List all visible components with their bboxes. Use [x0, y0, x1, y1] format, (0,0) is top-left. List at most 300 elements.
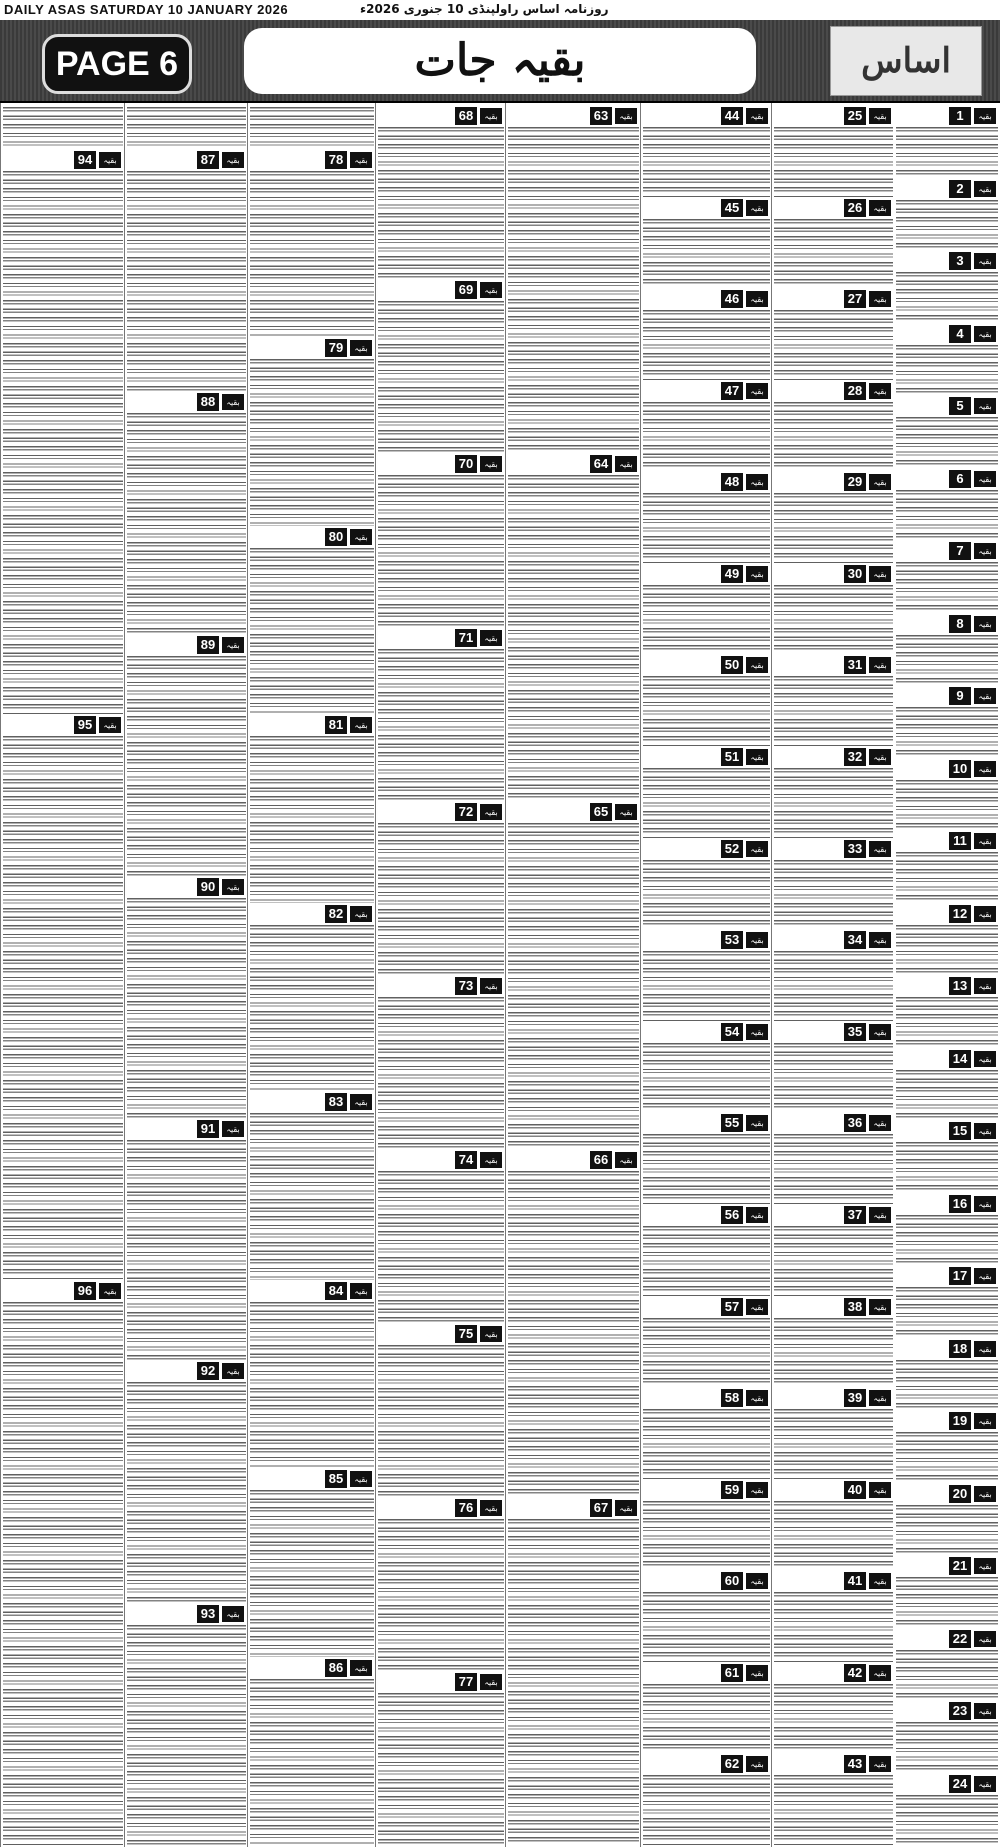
- continuation-item: [125, 393, 248, 635]
- article-text: [643, 1775, 770, 1845]
- article-text: [896, 997, 998, 1048]
- continuation-label: بقیہ: [349, 1282, 373, 1300]
- item-number: 27: [844, 290, 866, 308]
- item-number: 45: [721, 199, 743, 217]
- continuation-label: بقیہ: [868, 107, 892, 125]
- item-number: 8: [949, 615, 971, 633]
- article-text: [643, 1409, 770, 1479]
- continuation-label: بقیہ: [349, 1093, 373, 1111]
- article-text: [250, 1302, 374, 1468]
- article-text: [378, 1519, 504, 1671]
- continuation-marker: [197, 1362, 245, 1380]
- continuation-marker: [949, 905, 997, 923]
- continuation-label: بقیہ: [973, 1485, 997, 1503]
- item-number: 48: [721, 473, 743, 491]
- continuation-marker: [949, 1122, 997, 1140]
- continuation-label: بقیہ: [614, 107, 638, 125]
- article-text: [127, 656, 246, 876]
- article-text: [250, 548, 374, 714]
- continuation-label: بقیہ: [973, 1122, 997, 1140]
- continuation-label: بقیہ: [349, 151, 373, 169]
- continuation-item: [376, 1325, 506, 1499]
- continuation-label: بقیہ: [973, 615, 997, 633]
- article-text: [643, 219, 770, 289]
- continuation-label: بقیہ: [973, 470, 997, 488]
- item-number: 56: [721, 1206, 743, 1224]
- continuation-marker: [721, 1389, 769, 1407]
- continuation-marker: [949, 1702, 997, 1720]
- col-8: [0, 103, 125, 1847]
- continuation-label: بقیہ: [221, 1605, 245, 1623]
- continuation-item: [772, 748, 895, 840]
- continuation-label: بقیہ: [745, 1298, 769, 1316]
- article-text: [643, 676, 770, 746]
- article-text: [896, 1287, 998, 1338]
- continuation-item: [506, 803, 641, 1151]
- continuation-marker: [325, 1282, 373, 1300]
- item-number: 71: [455, 629, 477, 647]
- continuation-item: [894, 832, 1000, 905]
- continuation-label: بقیہ: [973, 1267, 997, 1285]
- item-number: 34: [844, 931, 866, 949]
- article-text: [774, 1592, 893, 1662]
- continuation-marker: [844, 1023, 892, 1041]
- continuation-label: بقیہ: [745, 931, 769, 949]
- continuation-marker: [721, 1481, 769, 1499]
- continuation-label: بقیہ: [745, 1389, 769, 1407]
- item-number: 66: [590, 1151, 612, 1169]
- item-number: 25: [844, 107, 866, 125]
- article-text: [896, 1432, 998, 1483]
- item-number: 76: [455, 1499, 477, 1517]
- continuation-label: بقیہ: [221, 1362, 245, 1380]
- item-number: 17: [949, 1267, 971, 1285]
- item-number: 2: [949, 180, 971, 198]
- article-text: [896, 925, 998, 976]
- continuation-item: [894, 1775, 1000, 1847]
- item-number: 80: [325, 528, 347, 546]
- continuation-item: [248, 1659, 376, 1847]
- continuation-marker: [590, 455, 638, 473]
- article-text: [643, 402, 770, 472]
- item-number: 63: [590, 107, 612, 125]
- continuation-item: [772, 1114, 895, 1206]
- item-number: 5: [949, 397, 971, 415]
- article-text: [896, 1795, 998, 1846]
- continuation-marker: [721, 1572, 769, 1590]
- continuation-marker: [949, 1340, 997, 1358]
- continuation-marker: [844, 199, 892, 217]
- continuation-marker: [949, 1630, 997, 1648]
- continuation-label: بقیہ: [868, 1572, 892, 1590]
- continuation-label: بقیہ: [745, 1572, 769, 1590]
- item-number: 58: [721, 1389, 743, 1407]
- continuation-marker: [949, 1775, 997, 1793]
- continuation-item: [125, 878, 248, 1120]
- continuation-label: بقیہ: [349, 1659, 373, 1677]
- continuation-marker: [590, 1499, 638, 1517]
- article-text: [508, 1171, 639, 1497]
- continuation-item: [641, 1572, 772, 1664]
- continuation-item: [894, 1412, 1000, 1485]
- continuation-label: بقیہ: [973, 325, 997, 343]
- dateline-english: DAILY ASAS SATURDAY 10 JANUARY 2026: [4, 2, 289, 17]
- article-text: [643, 1134, 770, 1204]
- item-number: 89: [197, 636, 219, 654]
- item-number: 44: [721, 107, 743, 125]
- running-text: [3, 107, 123, 149]
- continuation-item: [772, 1664, 895, 1756]
- continuation-item: [894, 1195, 1000, 1268]
- continuation-item: [641, 1298, 772, 1390]
- item-number: 30: [844, 565, 866, 583]
- continuation-item: [894, 977, 1000, 1050]
- article-text: [774, 951, 893, 1021]
- continuation-marker: [844, 1298, 892, 1316]
- continuation-marker: [325, 716, 373, 734]
- item-number: 59: [721, 1481, 743, 1499]
- continuation-item: [125, 1605, 248, 1847]
- continuation-item: [641, 473, 772, 565]
- continuation-label: بقیہ: [868, 840, 892, 858]
- continuation-marker: [949, 977, 997, 995]
- col-5: [375, 103, 506, 1847]
- item-number: 92: [197, 1362, 219, 1380]
- item-number: 74: [455, 1151, 477, 1169]
- item-number: 29: [844, 473, 866, 491]
- article-text: [378, 1345, 504, 1497]
- article-text: [643, 585, 770, 655]
- continuation-label: بقیہ: [614, 803, 638, 821]
- continuation-label: بقیہ: [868, 199, 892, 217]
- continuation-label: بقیہ: [973, 760, 997, 778]
- continuation-marker: [949, 832, 997, 850]
- article-text: [508, 823, 639, 1149]
- continuation-item: [772, 1206, 895, 1298]
- continuation-item: [641, 1664, 772, 1756]
- article-text: [508, 127, 639, 453]
- continuation-marker: [949, 542, 997, 560]
- continuation-label: بقیہ: [868, 1755, 892, 1773]
- item-number: 50: [721, 656, 743, 674]
- continuation-item: [641, 1023, 772, 1115]
- article-text: [643, 1592, 770, 1662]
- continuation-item: [506, 107, 641, 455]
- article-text: [250, 1679, 374, 1845]
- article-text: [378, 1693, 504, 1845]
- continuation-marker: [844, 1206, 892, 1224]
- continuation-item: [894, 1340, 1000, 1413]
- continuation-item: [772, 473, 895, 565]
- continuation-item: [641, 931, 772, 1023]
- continuation-label: بقیہ: [973, 542, 997, 560]
- continuation-marker: [949, 615, 997, 633]
- continuation-marker: [325, 151, 373, 169]
- continuation-marker: [844, 1755, 892, 1773]
- article-text: [774, 860, 893, 930]
- continuation-marker: [197, 636, 245, 654]
- item-number: 14: [949, 1050, 971, 1068]
- continuation-marker: [844, 931, 892, 949]
- article-text: [896, 635, 998, 686]
- continuation-item: [772, 107, 895, 199]
- continuation-marker: [721, 290, 769, 308]
- continuation-label: بقیہ: [221, 878, 245, 896]
- continuation-marker: [455, 281, 503, 299]
- continuation-item: [772, 1481, 895, 1573]
- article-text: [643, 1501, 770, 1571]
- item-number: 72: [455, 803, 477, 821]
- col-6: [247, 103, 376, 1847]
- item-number: 41: [844, 1572, 866, 1590]
- item-number: 95: [74, 716, 96, 734]
- continuation-marker: [949, 1195, 997, 1213]
- article-text: [896, 127, 998, 178]
- article-text: [127, 1382, 246, 1602]
- article-text: [250, 736, 374, 902]
- newspaper-logo: [830, 26, 982, 96]
- continuation-item: [641, 840, 772, 932]
- continuation-item: [125, 151, 248, 393]
- continuation-label: بقیہ: [745, 656, 769, 674]
- item-number: 21: [949, 1557, 971, 1575]
- article-text: [774, 585, 893, 655]
- article-text: [643, 1043, 770, 1113]
- col-4: [505, 103, 641, 1847]
- continuation-marker: [74, 716, 122, 734]
- continuation-label: بقیہ: [614, 455, 638, 473]
- continuation-marker: [721, 107, 769, 125]
- article-text: [378, 127, 504, 279]
- continuation-item: [894, 1050, 1000, 1123]
- item-number: 15: [949, 1122, 971, 1140]
- item-number: 19: [949, 1412, 971, 1430]
- article-text: [896, 1215, 998, 1266]
- continuation-marker: [721, 1664, 769, 1682]
- item-number: 65: [590, 803, 612, 821]
- article-text: [378, 1171, 504, 1323]
- continuation-item: [772, 1755, 895, 1847]
- item-number: 9: [949, 687, 971, 705]
- item-number: 67: [590, 1499, 612, 1517]
- continuation-marker: [455, 455, 503, 473]
- article-text: [774, 676, 893, 746]
- continuation-marker: [844, 1481, 892, 1499]
- article-text: [378, 301, 504, 453]
- continuation-marker: [721, 1023, 769, 1041]
- continuation-item: [248, 339, 376, 527]
- continuation-marker: [949, 1050, 997, 1068]
- continuation-label: بقیہ: [868, 931, 892, 949]
- article-text: [896, 272, 998, 323]
- item-number: 73: [455, 977, 477, 995]
- item-number: 96: [74, 1282, 96, 1300]
- continuation-item: [641, 1481, 772, 1573]
- continuation-item: [894, 180, 1000, 253]
- dateline-urdu: روزنامہ اساس راولپنڈی 10 جنوری 2026ء: [360, 2, 609, 16]
- article-text: [508, 475, 639, 801]
- article-text: [643, 1318, 770, 1388]
- continuation-label: بقیہ: [745, 1664, 769, 1682]
- item-number: 46: [721, 290, 743, 308]
- continuation-label: بقیہ: [221, 393, 245, 411]
- logo-text: اساس: [861, 41, 951, 81]
- continuation-item: [772, 931, 895, 1023]
- article-text: [643, 1684, 770, 1754]
- continuation-marker: [844, 290, 892, 308]
- continuation-item: [641, 382, 772, 474]
- item-number: 93: [197, 1605, 219, 1623]
- continuation-marker: [949, 687, 997, 705]
- item-number: 88: [197, 393, 219, 411]
- article-columns: [0, 103, 1000, 1847]
- continuation-item: [641, 107, 772, 199]
- continuation-marker: [325, 905, 373, 923]
- continuation-item: [248, 1282, 376, 1470]
- continuation-marker: [949, 1485, 997, 1503]
- continuation-marker: [844, 382, 892, 400]
- article-text: [896, 1650, 998, 1701]
- continuation-marker: [949, 760, 997, 778]
- continuation-label: بقیہ: [221, 636, 245, 654]
- continuation-label: بقیہ: [973, 687, 997, 705]
- item-number: 86: [325, 1659, 347, 1677]
- item-number: 39: [844, 1389, 866, 1407]
- continuation-item: [376, 803, 506, 977]
- continuation-label: بقیہ: [479, 1673, 503, 1691]
- continuation-label: بقیہ: [479, 281, 503, 299]
- continuation-label: بقیہ: [973, 180, 997, 198]
- continuation-item: [894, 905, 1000, 978]
- continuation-marker: [844, 1664, 892, 1682]
- continuation-label: بقیہ: [745, 1755, 769, 1773]
- continuation-marker: [844, 473, 892, 491]
- continuation-item: [894, 1485, 1000, 1558]
- continuation-item: [506, 455, 641, 803]
- item-number: 11: [949, 832, 971, 850]
- item-number: 42: [844, 1664, 866, 1682]
- continuation-item: [894, 1122, 1000, 1195]
- continuation-label: بقیہ: [973, 1630, 997, 1648]
- continuation-marker: [325, 1093, 373, 1111]
- item-number: 3: [949, 252, 971, 270]
- continuation-marker: [721, 840, 769, 858]
- continuation-marker: [721, 473, 769, 491]
- continuation-item: [641, 656, 772, 748]
- item-number: 1: [949, 107, 971, 125]
- item-number: 52: [721, 840, 743, 858]
- continuation-marker: [844, 1572, 892, 1590]
- continuation-marker: [721, 1114, 769, 1132]
- continuation-label: بقیہ: [973, 1340, 997, 1358]
- item-number: 4: [949, 325, 971, 343]
- article-text: [896, 707, 998, 758]
- continuation-label: بقیہ: [973, 1702, 997, 1720]
- article-text: [127, 171, 246, 391]
- continuation-item: [248, 1470, 376, 1658]
- continuation-marker: [74, 1282, 122, 1300]
- continuation-label: بقیہ: [479, 629, 503, 647]
- continuation-label: بقیہ: [868, 1389, 892, 1407]
- continuation-item: [772, 1389, 895, 1481]
- item-number: 90: [197, 878, 219, 896]
- item-number: 51: [721, 748, 743, 766]
- continuation-label: بقیہ: [745, 1481, 769, 1499]
- continuation-marker: [844, 565, 892, 583]
- continuation-item: [506, 1499, 641, 1847]
- article-text: [250, 359, 374, 525]
- continuation-item: [894, 687, 1000, 760]
- continuation-label: بقیہ: [973, 1195, 997, 1213]
- article-text: [127, 898, 246, 1118]
- continuation-label: بقیہ: [745, 290, 769, 308]
- continuation-item: [125, 636, 248, 878]
- item-number: 36: [844, 1114, 866, 1132]
- continuation-marker: [721, 565, 769, 583]
- item-number: 82: [325, 905, 347, 923]
- item-number: 94: [74, 151, 96, 169]
- continuation-marker: [844, 656, 892, 674]
- article-text: [643, 310, 770, 380]
- continuation-label: بقیہ: [479, 977, 503, 995]
- continuation-marker: [197, 1605, 245, 1623]
- page-header: [0, 20, 1000, 103]
- col-7: [124, 103, 248, 1847]
- article-text: [774, 310, 893, 380]
- continuation-label: بقیہ: [349, 339, 373, 357]
- article-text: [774, 402, 893, 472]
- item-number: 20: [949, 1485, 971, 1503]
- continuation-item: [894, 760, 1000, 833]
- article-text: [896, 852, 998, 903]
- continuation-item: [772, 199, 895, 291]
- continuation-marker: [721, 1755, 769, 1773]
- item-number: 77: [455, 1673, 477, 1691]
- continuation-label: بقیہ: [745, 473, 769, 491]
- continuation-item: [376, 1673, 506, 1847]
- article-text: [896, 345, 998, 396]
- article-text: [896, 200, 998, 251]
- item-number: 16: [949, 1195, 971, 1213]
- continuation-marker: [455, 629, 503, 647]
- continuation-item: [894, 252, 1000, 325]
- continuation-marker: [844, 1389, 892, 1407]
- continuation-item: [894, 1702, 1000, 1775]
- running-text: [250, 107, 374, 149]
- continuation-label: بقیہ: [221, 1120, 245, 1138]
- item-number: 61: [721, 1664, 743, 1682]
- continuation-item: [376, 455, 506, 629]
- continuation-item: [894, 615, 1000, 688]
- item-number: 10: [949, 760, 971, 778]
- article-text: [127, 1140, 246, 1360]
- continuation-label: بقیہ: [479, 455, 503, 473]
- continuation-item: [248, 905, 376, 1093]
- item-number: 57: [721, 1298, 743, 1316]
- continuation-item: [376, 107, 506, 281]
- article-text: [896, 1070, 998, 1121]
- continuation-item: [894, 397, 1000, 470]
- item-number: 47: [721, 382, 743, 400]
- item-number: 83: [325, 1093, 347, 1111]
- continuation-label: بقیہ: [868, 748, 892, 766]
- page-number-badge: PAGE 6: [42, 34, 192, 94]
- continuation-marker: [325, 1659, 373, 1677]
- item-number: 84: [325, 1282, 347, 1300]
- continuation-marker: [949, 107, 997, 125]
- continuation-label: بقیہ: [973, 252, 997, 270]
- continuation-marker: [721, 382, 769, 400]
